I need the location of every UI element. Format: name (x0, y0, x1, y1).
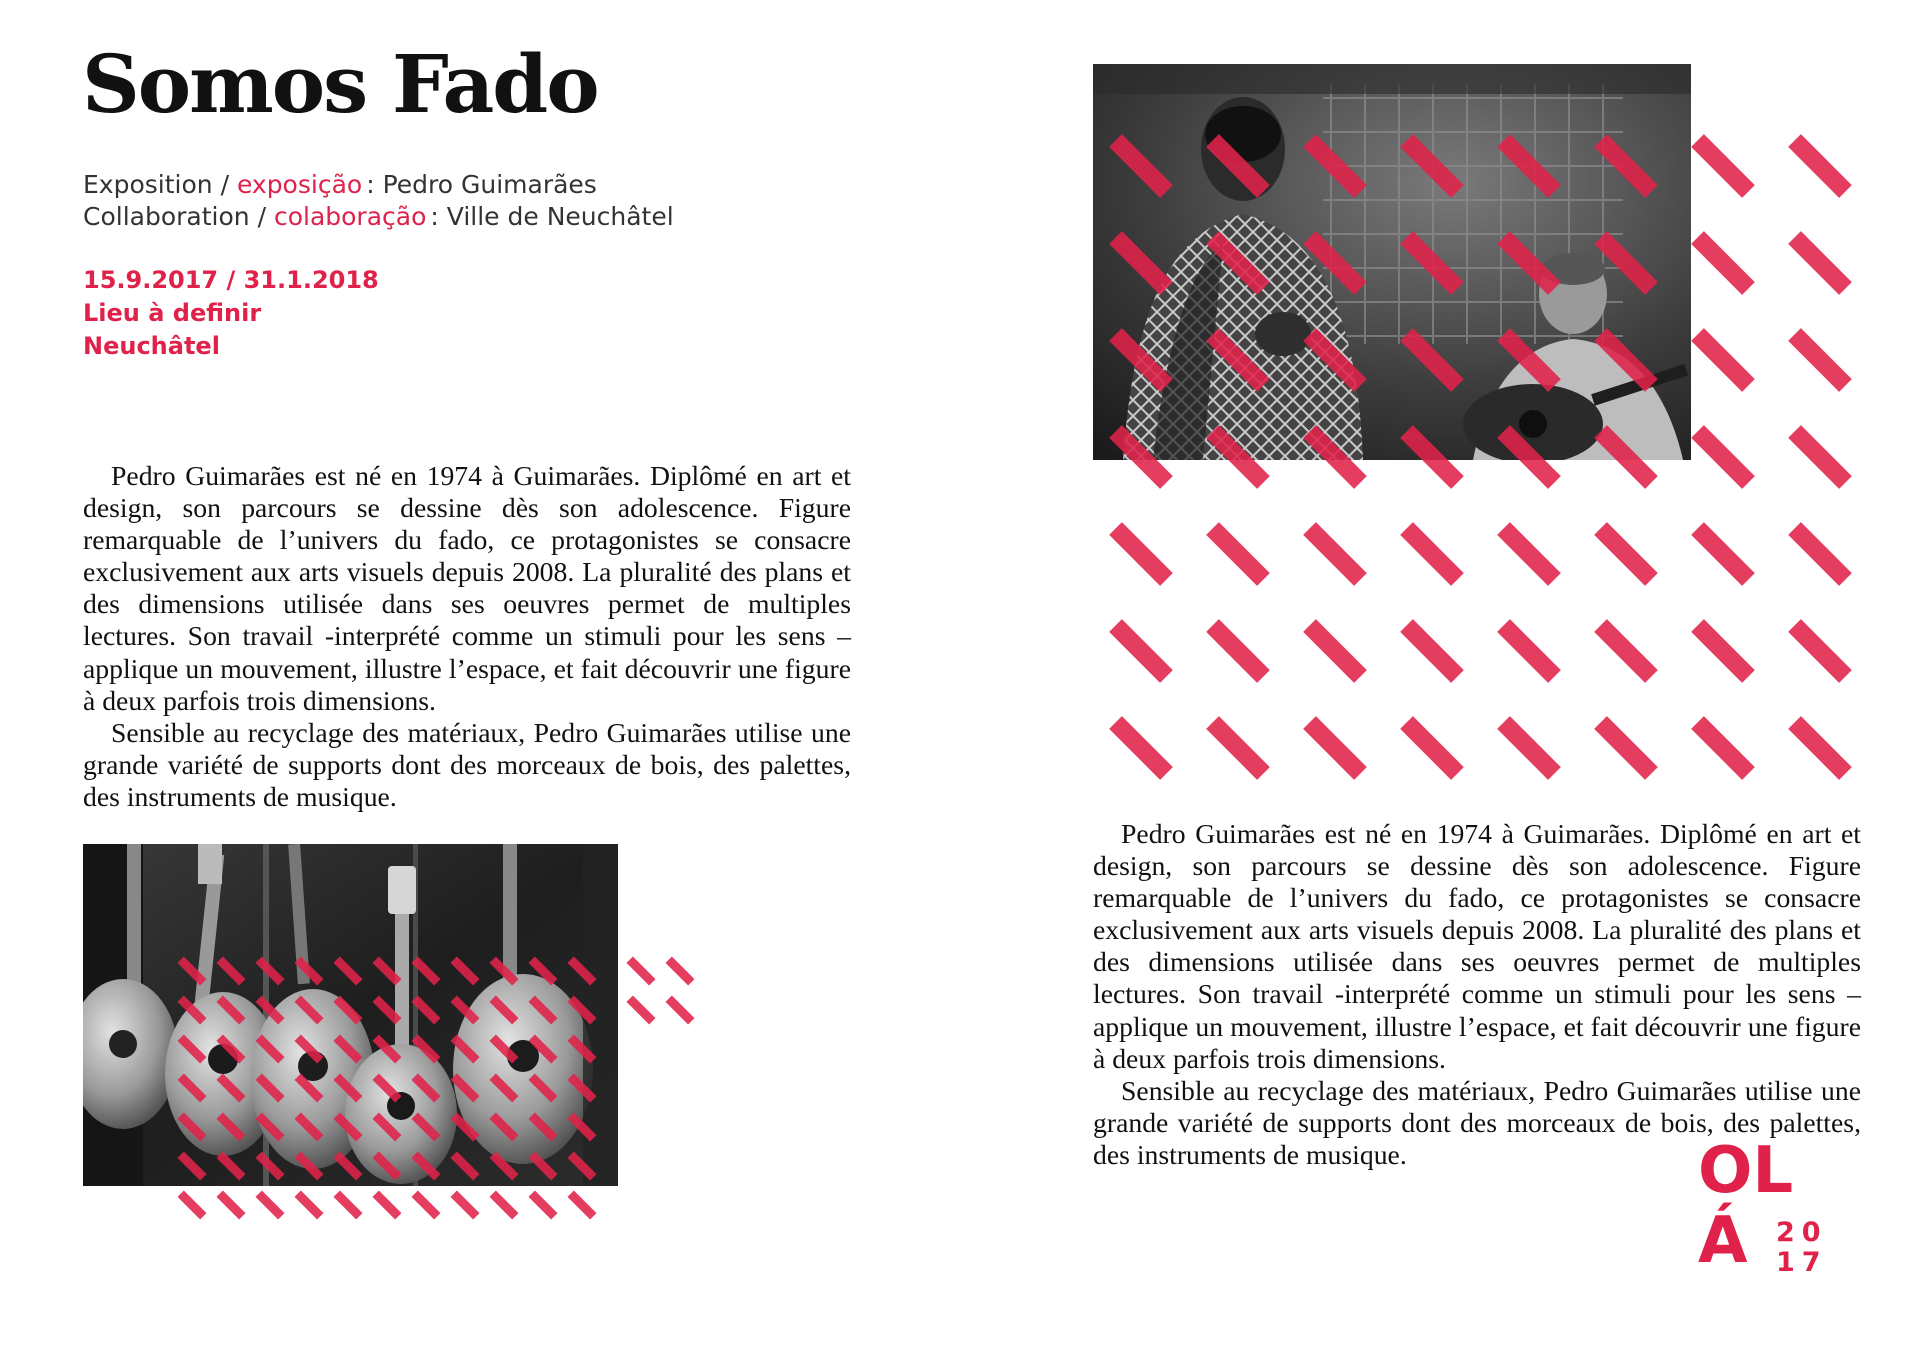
decorative-stripe (1601, 723, 1652, 774)
decorative-stripe (1698, 335, 1749, 386)
decorative-stripe (493, 1194, 516, 1217)
right-bio-paragraph-2: Sensible au recyclage des matériaux, Pedro Guimarães utilise une grande variété de supports dont des morceaux de bois, des palettes, des instruments de musique. (1093, 1074, 1861, 1170)
decorative-stripe (1795, 529, 1846, 580)
decorative-stripe (1310, 529, 1361, 580)
right-bio-paragraph-1: Pedro Guimarães est né en 1974 à Guimarães. Diplômé en art et design, son parcours se dessine dès son adolescence. Figure remarquable de l’univers du fado, ce protagonistes se consacre exclusivement aux arts visuels depuis 2008. La pluralité des plans et des dimensions utilisée dans ses oeuvres permet de multiples lectures. Son travail -interprété comme un stimuli pour les sens – applique un mouvement, illustre l’espace, et fait découvrir une figure à deux parfois trois dimensions. (1093, 818, 1861, 1074)
decorative-stripe (532, 1194, 555, 1217)
decorative-stripe (1698, 432, 1749, 483)
event-city: Neuchâtel (83, 332, 220, 360)
decorative-stripe (1795, 238, 1846, 289)
decorative-stripe (220, 1194, 243, 1217)
logo-letter-a: Á (1698, 1204, 1748, 1278)
decorative-stripe (454, 1194, 477, 1217)
decorative-stripe (1407, 626, 1458, 677)
collaboration-value: Ville de Neuchâtel (438, 202, 674, 231)
decorative-stripe (1504, 626, 1555, 677)
decorative-stripe (1504, 529, 1555, 580)
collaboration-label-pt: colaboração (273, 202, 427, 231)
decorative-stripe (337, 1194, 360, 1217)
decorative-stripe (669, 999, 692, 1022)
decorative-stripe (1116, 626, 1167, 677)
decorative-stripe (630, 999, 653, 1022)
decorative-stripe (259, 1194, 282, 1217)
page-title: Somos Fado (82, 37, 598, 131)
exposition-colon: : (366, 170, 375, 199)
exposition-value: Pedro Guimarães (374, 170, 597, 199)
logo-year-bottom: 17 (1776, 1247, 1828, 1278)
decorative-stripe (415, 1194, 438, 1217)
decorative-stripe (1310, 723, 1361, 774)
left-bio-paragraph-2: Sensible au recyclage des matériaux, Pedro Guimarães utilise une grande variété de supports dont des morceaux de bois, des palettes, des instruments de musique. (83, 716, 851, 812)
ola-2017-logo (1698, 1134, 1850, 1278)
logo-year-top: 20 (1776, 1217, 1828, 1248)
decorative-stripe (1698, 529, 1749, 580)
exposition-line (83, 172, 597, 197)
decorative-stripe (1601, 529, 1652, 580)
decorative-stripe (1698, 238, 1749, 289)
event-dates: 15.9.2017 / 31.1.2018 (83, 266, 379, 294)
decorative-stripe (1310, 626, 1361, 677)
decorative-stripe (669, 960, 692, 983)
exposition-separator: / (212, 170, 237, 199)
decorative-stripe (1116, 723, 1167, 774)
left-bio-text (83, 460, 851, 813)
collaboration-label-fr: Collaboration (83, 202, 250, 231)
decorative-stripe (1795, 723, 1846, 774)
collaboration-separator: / (249, 202, 274, 231)
decorative-stripe (1698, 723, 1749, 774)
decorative-stripe (1213, 723, 1264, 774)
decorative-stripe (1504, 723, 1555, 774)
decorative-stripe (1116, 529, 1167, 580)
decorative-stripe (1213, 626, 1264, 677)
decorative-stripe (571, 1194, 594, 1217)
exposition-label-fr: Exposition (83, 170, 213, 199)
decorative-stripe (630, 960, 653, 983)
decorative-stripe (1601, 626, 1652, 677)
decorative-stripe (1213, 529, 1264, 580)
decorative-stripe (1795, 432, 1846, 483)
event-venue: Lieu à definir (83, 299, 262, 327)
right-bio-text (1093, 818, 1861, 1171)
decorative-stripe (298, 1194, 321, 1217)
guitars-photo (83, 844, 618, 1186)
decorative-stripe (181, 1194, 204, 1217)
collaboration-line (83, 204, 674, 229)
decorative-stripe (1795, 335, 1846, 386)
decorative-stripe (376, 1194, 399, 1217)
decorative-stripe (1698, 626, 1749, 677)
decorative-stripe (1407, 723, 1458, 774)
left-bio-paragraph-1: Pedro Guimarães est né en 1974 à Guimarães. Diplômé en art et design, son parcours se dessine dès son adolescence. Figure remarquable de l’univers du fado, ce protagonistes se consacre exclusivement aux arts visuels depuis 2008. La pluralité des plans et des dimensions utilisée dans ses oeuvres permet de multiples lectures. Son travail -interprété comme un stimuli pour les sens – applique un mouvement, illustre l’espace, et fait découvrir une figure à deux parfois trois dimensions. (83, 460, 851, 716)
decorative-stripe (1795, 626, 1846, 677)
exposition-label-pt: exposição (236, 170, 363, 199)
fado-singer-photo (1093, 64, 1691, 460)
collaboration-colon: : (430, 202, 439, 231)
decorative-stripe (1698, 141, 1749, 192)
decorative-stripe (1795, 141, 1846, 192)
decorative-stripe (1407, 529, 1458, 580)
logo-letters-ol: OL (1698, 1134, 1794, 1208)
